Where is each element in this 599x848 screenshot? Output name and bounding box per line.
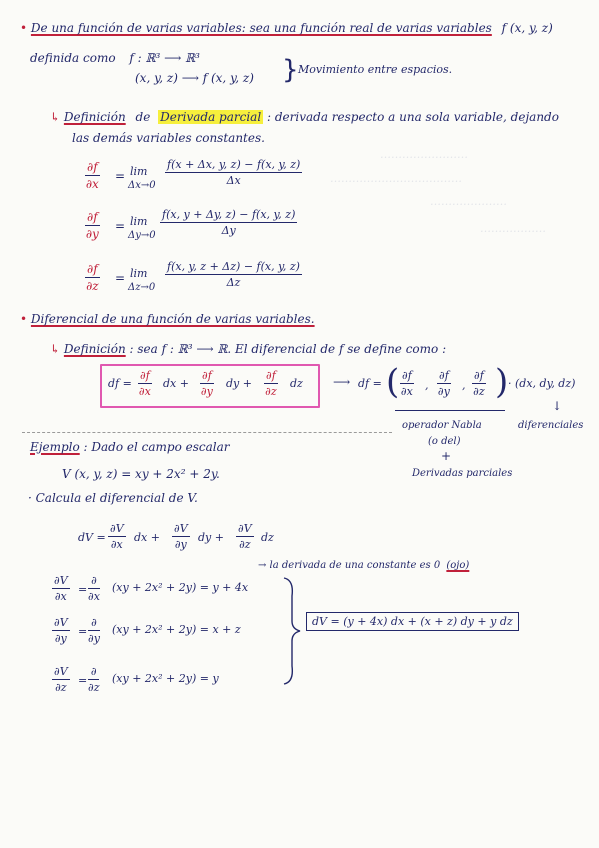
fraction-denominator: ∂z [473, 385, 485, 398]
section2-title: Diferencial de una función de varias variables. [30, 312, 315, 326]
note-text: → la derivada de una constante es 0 [258, 560, 441, 571]
function-mapping-elements: (x, y, z) ⟶ f (x, y, z) [135, 71, 254, 85]
hook-arrow-icon: ↳ [50, 110, 61, 124]
fraction-numerator: ∂f [266, 369, 276, 382]
example-task: · Calcula el diferencial de V. [28, 491, 198, 505]
example-text: : Dado el campo escalar [83, 440, 230, 454]
fraction-numerator: ∂f [140, 369, 150, 382]
fraction-numerator: f(x, y, z + Δz) − f(x, y, z) [167, 260, 300, 273]
definition-text: : sea f : ℝ³ ⟶ ℝ. El diferencial de f se define como : [129, 342, 447, 356]
partial-v-x-fraction [108, 522, 126, 551]
section1-title: De una función de varias variables: sea una función real de varias variables [30, 21, 492, 35]
defined-as-label: definida como [30, 51, 116, 65]
dot-differential-vector: · (dx, dy, dz) [508, 377, 576, 390]
partial-y-result: (xy + 2x² + 2y) = x + z [112, 623, 241, 636]
equals-sign: = [78, 674, 88, 687]
function-mapping: f : ℝ³ ⟶ ℝ³ [129, 51, 200, 65]
fraction-numerator: ∂ [88, 616, 100, 631]
fraction-denominator: ∂x [400, 385, 413, 398]
fraction-denominator: ∂z [88, 681, 100, 694]
dz-term: dz [290, 377, 303, 390]
fraction-denominator: ∂x [54, 590, 67, 603]
fraction-denominator: Δx [226, 174, 241, 187]
fraction-numerator: ∂V [54, 574, 68, 587]
differentials-label: diferenciales [518, 420, 584, 431]
operator-del-label: (o del) [428, 436, 461, 447]
dx-term: dx + [134, 531, 160, 544]
fraction-numerator: ∂V [54, 665, 68, 678]
partial-v-z-fraction [52, 665, 70, 694]
fraction-denominator: ∂x [88, 590, 100, 603]
limit-subscript: Δx→0 [128, 180, 156, 191]
partial-f-z-fraction [264, 369, 278, 398]
definition-line [50, 111, 559, 124]
df-label-right: df = [358, 377, 382, 390]
equals-sign: = [78, 583, 88, 596]
example-label: Ejemplo [30, 440, 80, 454]
fraction-denominator: ∂y [85, 227, 99, 241]
partial-f-y-fraction [85, 210, 100, 241]
limit-label: lim [130, 165, 148, 178]
final-result-box: dV = (y + 4x) dx + (x + z) dy + y dz [306, 612, 519, 631]
left-paren-icon: ( [386, 362, 400, 402]
df-label: df = [108, 377, 132, 390]
limit-label: lim [130, 215, 148, 228]
fraction-denominator: ∂z [86, 279, 99, 293]
difference-quotient-x [165, 158, 302, 187]
partial-f-x-fraction [138, 369, 152, 398]
scalar-field-definition: V (x, y, z) = xy + 2x² + 2y. [62, 467, 220, 481]
fraction-numerator: ∂f [474, 369, 484, 382]
partial-operator-z [88, 665, 99, 694]
equals-sign: = [78, 625, 88, 638]
limit-subscript: Δy→0 [128, 230, 156, 241]
partial-f-y-fraction [200, 369, 214, 398]
brace-note: Movimiento entre espacios. [298, 63, 453, 76]
fraction-denominator: ∂y [174, 538, 187, 551]
partial-x-result: (xy + 2x² + 2y) = y + 4x [112, 581, 249, 594]
right-paren-icon: ) [495, 362, 509, 402]
fraction-denominator: ∂y [437, 385, 450, 398]
fraction-numerator: ∂f [402, 369, 412, 382]
definition-text-continued: las demás variables constantes. [72, 131, 265, 145]
fraction-numerator: ∂f [87, 210, 98, 224]
separator-line [22, 432, 392, 433]
hook-arrow-icon: ↳ [50, 342, 61, 356]
partial-operator-y [88, 616, 100, 645]
dv-label: dV = [78, 531, 106, 544]
note-ojo: (ojo) [446, 560, 470, 571]
limit-subscript: Δz→0 [128, 282, 156, 293]
fraction-numerator: ∂f [439, 369, 449, 382]
fraction-denominator: ∂x [138, 385, 151, 398]
plus-sign: + [441, 449, 452, 463]
curly-brace-icon: } [282, 55, 299, 85]
fraction-denominator: ∂x [110, 538, 123, 551]
fraction-numerator: ∂ [88, 574, 100, 589]
fraction-numerator: ∂f [87, 262, 98, 276]
fraction-numerator: ∂ [88, 665, 99, 680]
fraction-denominator: ∂z [239, 538, 251, 551]
partial-derivatives-label: Derivadas parciales [412, 468, 513, 479]
partial-z-result: (xy + 2x² + 2y) = y [112, 672, 219, 685]
section1-heading [20, 22, 553, 35]
defined-as-line [30, 52, 200, 65]
fraction-numerator: ∂f [87, 160, 98, 174]
fraction-denominator: ∂z [55, 681, 67, 694]
down-arrow-icon: ↓ [552, 399, 563, 413]
comma: , [462, 379, 466, 392]
partial-v-z-fraction [236, 522, 254, 551]
bullet-icon: • [20, 21, 28, 35]
partial-v-x-fraction [52, 574, 70, 603]
bleed-through-text: …………………… [380, 148, 468, 161]
highlighted-term: Derivada parcial [160, 110, 262, 124]
dy-term: dy + [226, 377, 252, 390]
definition-de: de [135, 110, 151, 124]
fraction-denominator: ∂y [88, 632, 100, 645]
fraction-denominator: ∂y [200, 385, 213, 398]
differential-definition-line [50, 343, 446, 356]
partial-f-z-fraction [472, 369, 486, 398]
partial-v-y-fraction [172, 522, 190, 551]
fraction-denominator: Δy [221, 224, 236, 237]
dy-term: dy + [198, 531, 224, 544]
equals-sign: = [115, 271, 126, 285]
fraction-numerator: ∂V [174, 522, 188, 535]
bleed-through-text: ……………………………… [330, 172, 462, 185]
fraction-denominator: ∂z [265, 385, 277, 398]
bleed-through-text: ……………… [480, 222, 546, 235]
comma: , [425, 379, 429, 392]
function-notation: f (x, y, z) [501, 21, 553, 35]
fraction-denominator: ∂y [54, 632, 67, 645]
limit-label: lim [130, 267, 148, 280]
constant-derivative-note [258, 560, 469, 571]
fraction-numerator: ∂V [110, 522, 124, 535]
fraction-numerator: f(x, y + Δy, z) − f(x, y, z) [162, 208, 296, 221]
partial-operator-x [88, 574, 100, 603]
definition-text: : derivada respecto a una sola variable, dejando [267, 110, 559, 124]
right-brace-icon [280, 576, 302, 686]
partial-f-x-fraction [85, 160, 100, 191]
operator-nabla-label: operador Nabla [402, 420, 482, 431]
equals-sign: = [115, 219, 126, 233]
definition-label: Definición [63, 342, 126, 356]
difference-quotient-z [165, 260, 302, 289]
example-heading [30, 441, 230, 454]
fraction-numerator: ∂V [54, 616, 68, 629]
partial-v-y-fraction [52, 616, 70, 645]
definition-label: Definición [63, 110, 126, 124]
partial-f-z-fraction [85, 262, 100, 293]
bleed-through-text: ………………… [430, 195, 507, 208]
long-arrow-icon: ⟶ [333, 375, 351, 389]
fraction-numerator: ∂f [202, 369, 212, 382]
bullet-icon: • [20, 312, 28, 326]
partial-f-y-fraction [437, 369, 451, 398]
fraction-denominator: ∂x [85, 177, 99, 191]
equals-sign: = [115, 169, 126, 183]
fraction-denominator: Δz [226, 276, 241, 289]
difference-quotient-y [160, 208, 297, 237]
underbrace [395, 410, 505, 411]
section2-heading [20, 313, 315, 326]
dz-term: dz [261, 531, 274, 544]
partial-f-x-fraction [400, 369, 414, 398]
dx-term: dx + [163, 377, 189, 390]
fraction-numerator: f(x + Δx, y, z) − f(x, y, z) [167, 158, 301, 171]
fraction-numerator: ∂V [238, 522, 252, 535]
